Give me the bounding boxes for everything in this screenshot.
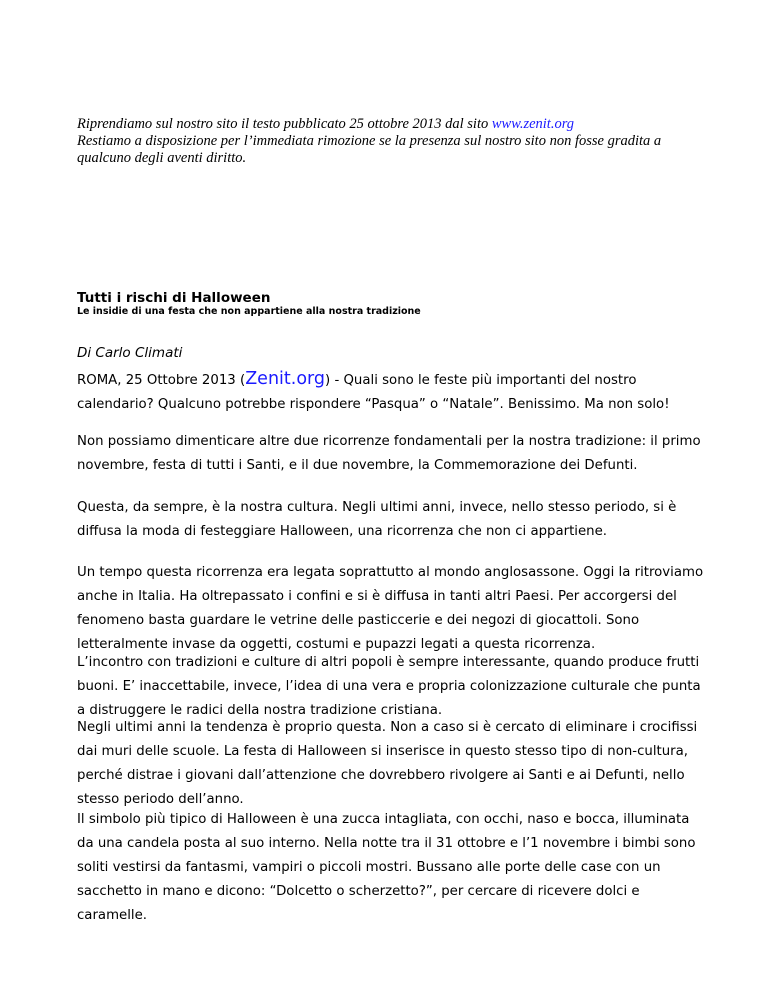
lead-text: ) - Quali sono le feste più importanti del nostro calendario? Qualcuno potrebbe rispondere “Pasqua” o “Natale”. Benissimo. Ma non solo! — [77, 373, 670, 412]
intro-line-1 — [77, 116, 717, 133]
lead-dateline: ROMA, 25 Ottobre 2013 ( — [77, 373, 246, 388]
lead-source-link[interactable]: Zenit.org — [245, 369, 326, 389]
paragraph: Il simbolo più tipico di Halloween è una zucca intagliata, con occhi, naso e bocca, illuminata da una candela posta al suo interno. Nella notte tra il 31 ottobre e l’1 novembre i bimbi sono soliti vestirsi da fantasmi, vampiri o piccoli mostri. Bussano alle porte delle case con un sacchetto in mano e dicono: “Dolcetto o scherzetto?”, per cercare di ricevere dolci e caramelle. — [77, 812, 696, 923]
paragraph: Non possiamo dimenticare altre due ricorrenze fondamentali per la nostra tradizione: il primo novembre, festa di tutti i Santi, e il due novembre, la Commemorazione dei Defunti. — [77, 434, 701, 473]
intro-line-2: Restiamo a disposizione per l’immediata rimozione se la presenza sul nostro sito non fosse gradita a qualcuno degli aventi diritto. — [77, 133, 662, 166]
paragraph: Questa, da sempre, è la nostra cultura. Negli ultimi anni, invece, nello stesso periodo, si è diffusa la moda di festeggiare Halloween, una ricorrenza che non ci appartiene. — [77, 500, 677, 539]
paragraph: Negli ultimi anni la tendenza è proprio questa. Non a caso si è cercato di eliminare i crocifissi dai muri delle scuole. La festa di Halloween si inserisce in questo stesso tipo di non-cultura, perché distrae i giovani dall’attenzione che dovrebbero rivolgere ai Santi e ai Defunti, nello stesso periodo dell’anno. — [77, 720, 698, 807]
article-author: Di Carlo Climati — [77, 345, 183, 361]
paragraph: L’incontro con tradizioni e culture di altri popoli è sempre interessante, quando produce frutti buoni. E’ inaccettabile, invece, l’idea di una vera e propria colonizzazione culturale che punta a distruggere le radici della nostra tradizione cristiana. — [77, 655, 701, 718]
zenit-link[interactable]: www.zenit.org — [491, 116, 575, 132]
article-subtitle: Le insidie di una festa che non appartiene alla nostra tradizione — [77, 306, 421, 317]
intro-text: Riprendiamo sul nostro sito il testo pubblicato 25 ottobre 2013 dal sito — [77, 116, 492, 132]
lead-paragraph — [77, 367, 707, 417]
paragraph: Un tempo questa ricorrenza era legata soprattutto al mondo anglosassone. Oggi la ritroviamo anche in Italia. Ha oltrepassato i confini e si è diffusa in tanti altri Paesi. Per accorgersi del fenomeno basta guardare le vetrine delle pasticcerie e dei negozi di giocattoli. Sono letteralmente invase da oggetti, costumi e pupazzi legati a questa ricorrenza. — [77, 565, 704, 652]
intro-note — [77, 116, 717, 167]
article-title: Tutti i rischi di Halloween — [77, 290, 271, 306]
